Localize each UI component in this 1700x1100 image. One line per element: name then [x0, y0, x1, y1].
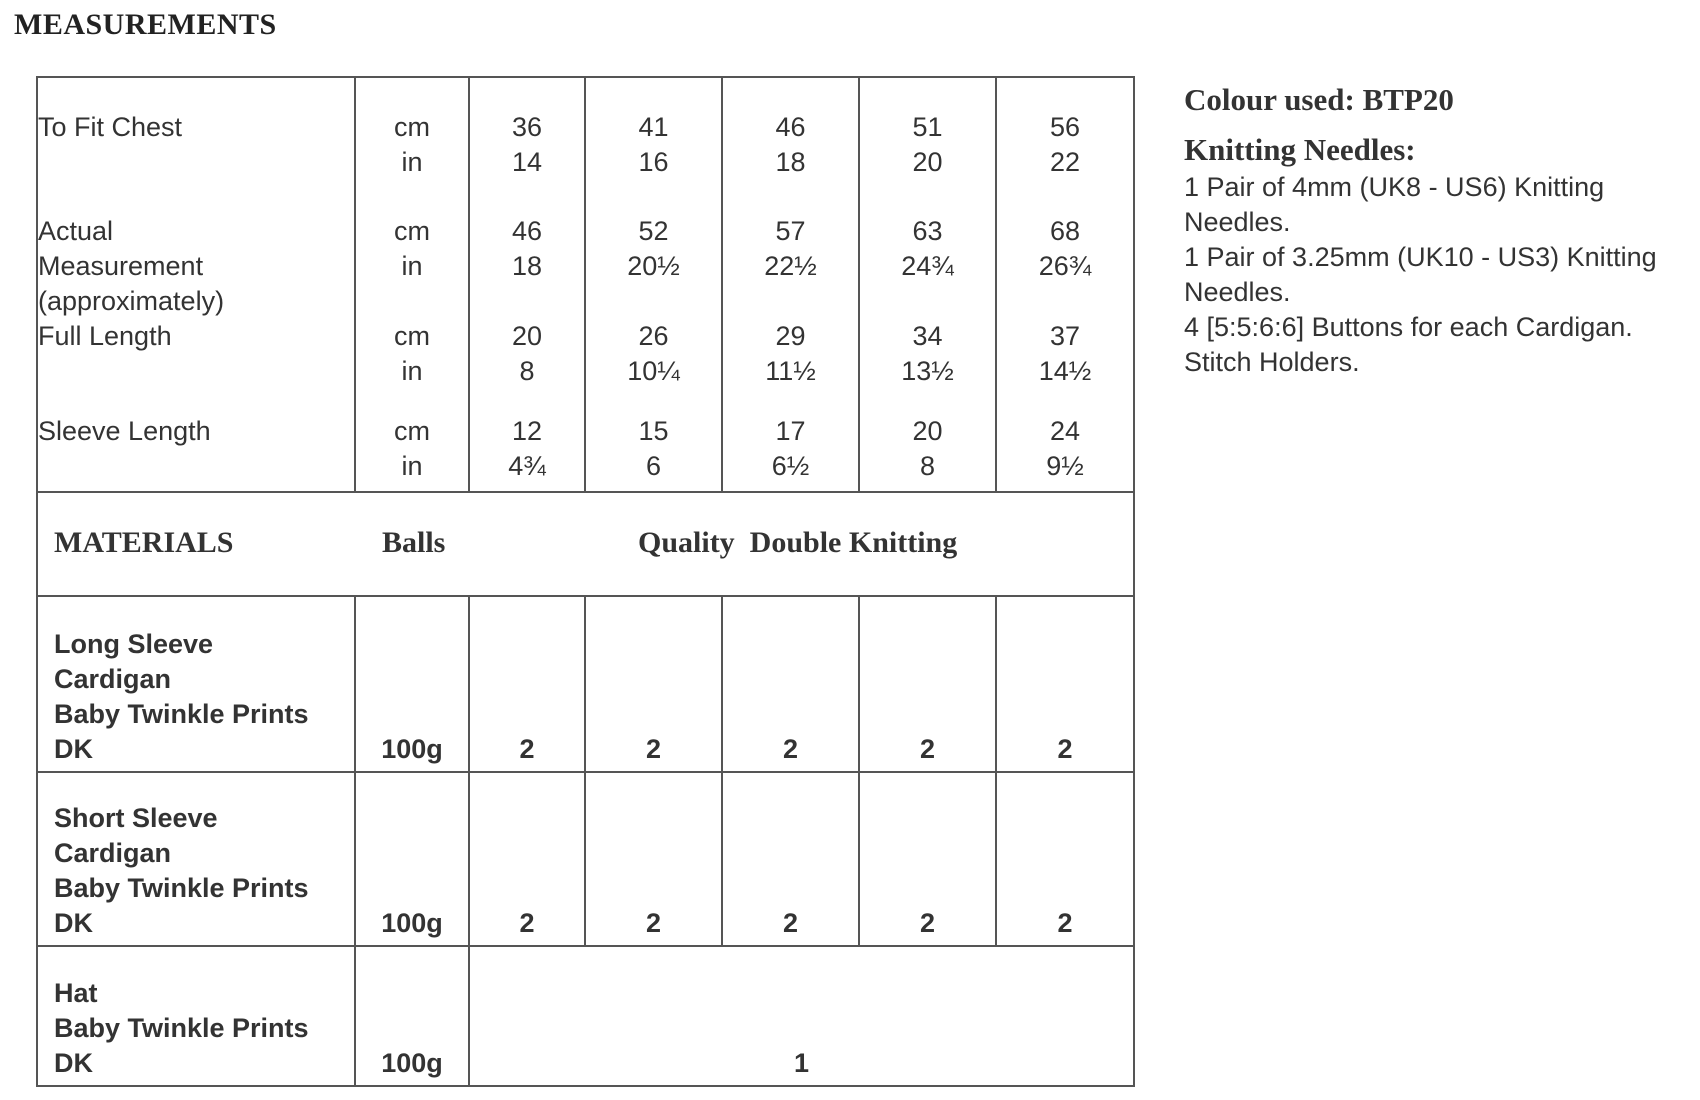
- size-column-3: [722, 77, 859, 492]
- unit-cm: cm: [394, 216, 430, 246]
- value-cm: 37: [1049, 321, 1081, 351]
- material-weight: 100g: [355, 772, 469, 946]
- quality-heading: Quality Double Knitting: [638, 526, 958, 559]
- unit-cm: cm: [394, 321, 430, 351]
- balls-heading: Balls: [382, 526, 446, 559]
- value-cm: 57: [775, 216, 806, 246]
- value-cm: 52: [638, 216, 669, 246]
- needles-line: Needles.: [1184, 277, 1291, 307]
- value-cm: 41: [638, 112, 669, 142]
- size-column-2: [585, 77, 722, 492]
- value-in: 24¾: [901, 251, 954, 281]
- name-line: Long Sleeve: [54, 629, 214, 659]
- value-in: 20½: [627, 251, 680, 281]
- value-cm: 29: [775, 321, 806, 351]
- materials-header: [37, 492, 1134, 596]
- value-in: 14: [511, 147, 543, 177]
- qty-size-5: 2: [996, 772, 1134, 946]
- unit-in: in: [401, 451, 423, 481]
- value-in: 10¼: [627, 356, 680, 386]
- measurements-row: [37, 77, 1134, 492]
- value-in: 13½: [901, 356, 954, 386]
- colour-used: Colour used: BTP20: [1184, 82, 1454, 117]
- value-cm: 63: [912, 216, 943, 246]
- name-line: Short Sleeve: [54, 803, 218, 833]
- materials-header-row: [37, 492, 1134, 596]
- material-weight: 100g: [355, 946, 469, 1086]
- value-cm: 46: [511, 216, 543, 246]
- name-line: DK: [54, 1048, 93, 1078]
- buttons-line: 4 [5:5:6:6] Buttons for each Cardigan.: [1184, 312, 1633, 342]
- value-cm: 26: [638, 321, 669, 351]
- qty-size-1: 2: [469, 596, 585, 772]
- qty-size-2: 2: [585, 772, 722, 946]
- label-sleeve-length: Sleeve Length: [38, 416, 211, 446]
- value-in: 11½: [765, 356, 816, 386]
- material-row-hat: [37, 946, 1134, 1086]
- value-in: 14½: [1038, 356, 1092, 386]
- qty-size-5: 2: [996, 596, 1134, 772]
- value-cm: 24: [1049, 416, 1081, 446]
- needles-line: 1 Pair of 4mm (UK8 - US6) Knitting: [1184, 172, 1605, 202]
- value-cm: 15: [638, 416, 669, 446]
- size-column-1: [469, 77, 585, 492]
- unit-cm: cm: [394, 112, 430, 142]
- measurements-table: [36, 76, 1135, 1087]
- material-name: [37, 772, 355, 946]
- unit-cm: cm: [394, 416, 430, 446]
- value-in: 9½: [1046, 451, 1084, 481]
- name-line: DK: [54, 734, 93, 764]
- value-cm: 46: [775, 112, 806, 142]
- name-line: Baby Twinkle Prints: [54, 1013, 309, 1043]
- value-cm: 20: [511, 321, 543, 351]
- value-in: 20: [912, 147, 943, 177]
- value-in: 8: [519, 356, 535, 386]
- value-cm: 56: [1049, 112, 1081, 142]
- material-row-long-sleeve: [37, 596, 1134, 772]
- value-cm: 51: [912, 112, 943, 142]
- value-in: 22½: [764, 251, 817, 281]
- label-to-fit-chest: To Fit Chest: [38, 112, 183, 142]
- material-row-short-sleeve: [37, 772, 1134, 946]
- materials-heading: MATERIALS: [54, 526, 234, 559]
- material-name: [37, 946, 355, 1086]
- value-in: 16: [638, 147, 669, 177]
- qty-size-3: 2: [722, 596, 859, 772]
- size-column-4: [859, 77, 996, 492]
- qty-size-4: 2: [859, 596, 996, 772]
- label-approximately: (approximately): [38, 286, 225, 316]
- value-in: 18: [775, 147, 806, 177]
- stitch-holders-line: Stitch Holders.: [1184, 347, 1360, 377]
- size-column-5: [996, 77, 1134, 492]
- value-in: 6½: [771, 451, 810, 481]
- material-weight: 100g: [355, 596, 469, 772]
- value-in: 6: [645, 451, 662, 481]
- units-column: [355, 77, 469, 492]
- name-line: DK: [54, 908, 93, 938]
- value-in: 26¾: [1038, 251, 1092, 281]
- needles-line: Needles.: [1184, 207, 1291, 237]
- qty-all-sizes: 1: [469, 946, 1134, 1086]
- measurement-labels: [37, 77, 355, 492]
- value-cm: 12: [511, 416, 543, 446]
- side-notes: [1184, 82, 1694, 380]
- value-cm: 20: [912, 416, 943, 446]
- value-in: 18: [511, 251, 543, 281]
- value-in: 4¾: [508, 451, 546, 481]
- value-cm: 36: [511, 112, 543, 142]
- label-measurement: Measurement: [38, 251, 204, 281]
- value-cm: 17: [775, 416, 806, 446]
- name-line: Cardigan: [54, 664, 172, 694]
- unit-in: in: [401, 356, 423, 386]
- needles-line: 1 Pair of 3.25mm (UK10 - US3) Knitting: [1184, 242, 1657, 272]
- unit-in: in: [401, 251, 423, 281]
- page-title: MEASUREMENTS: [14, 8, 277, 41]
- value-in: 22: [1049, 147, 1081, 177]
- label-actual: Actual: [38, 216, 114, 246]
- name-line: Hat: [54, 978, 98, 1008]
- material-name: [37, 596, 355, 772]
- qty-size-4: 2: [859, 772, 996, 946]
- name-line: Cardigan: [54, 838, 172, 868]
- qty-size-3: 2: [722, 772, 859, 946]
- name-line: Baby Twinkle Prints: [54, 699, 309, 729]
- needles-heading: Knitting Needles:: [1184, 132, 1416, 167]
- value-in: 8: [919, 451, 936, 481]
- value-cm: 34: [912, 321, 943, 351]
- qty-size-2: 2: [585, 596, 722, 772]
- name-line: Baby Twinkle Prints: [54, 873, 309, 903]
- unit-in: in: [401, 147, 423, 177]
- qty-size-1: 2: [469, 772, 585, 946]
- value-cm: 68: [1049, 216, 1081, 246]
- label-full-length: Full Length: [38, 321, 172, 351]
